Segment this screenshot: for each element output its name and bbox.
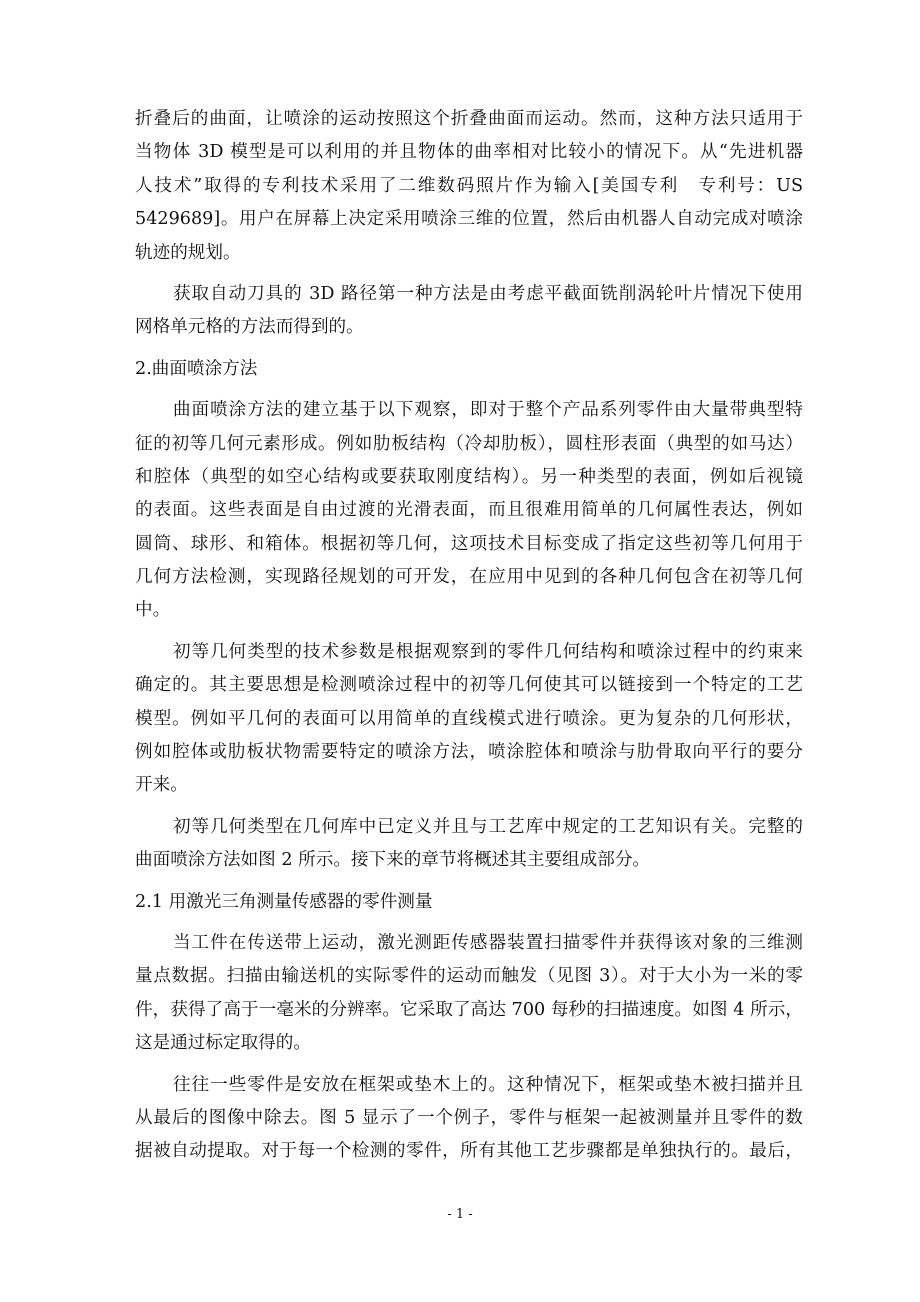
- text-line: 件，获得了高于一毫米的分辨率。它采取了高达 700 每秒的扫描速度。如图 4 所示，: [135, 999, 803, 1020]
- text-line: 例如腔体或肋板状物需要特定的喷涂方法，喷涂腔体和喷涂与肋骨取向平行的要分: [135, 742, 803, 763]
- paragraph-spacer: [135, 628, 803, 636]
- section-heading: [135, 886, 803, 919]
- text-line: 开来。: [135, 775, 188, 796]
- paragraph: [135, 811, 803, 878]
- text-line: 的表面。这些表面是自由过渡的光滑表面，而且很难用简单的几何属性表达，例如: [135, 500, 803, 521]
- paragraph: [135, 1069, 803, 1169]
- text-line: 网格单元格的方法而得到的。: [135, 317, 364, 338]
- text-line: 当物体 3D 模型是可以利用的并且物体的曲率相对比较小的情况下。从“先进机器: [135, 142, 803, 163]
- text-line: 折叠后的曲面，让喷涂的运动按照这个折叠曲面而运动。然而，这种方法只适用于: [135, 109, 803, 129]
- document-body: [135, 103, 803, 1169]
- text-line: 轨迹的规划。: [135, 242, 241, 263]
- text-line: 曲面喷涂方法的建立基于以下观察，即对于整个产品系列零件由大量带典型特: [173, 400, 803, 421]
- text-line: 人技术”取得的专利技术采用了二维数码照片作为输入[美国专利 专利号：US: [135, 175, 803, 196]
- paragraph-spacer: [135, 1061, 803, 1069]
- paragraph: [135, 103, 803, 270]
- page-number: - 1 -: [447, 1207, 473, 1222]
- heading-text: 2.曲面喷涂方法: [135, 358, 258, 379]
- paragraph: [135, 394, 803, 628]
- text-line: 初等几何类型的技术参数是根据观察到的零件几何结构和喷涂过程中的约束来: [173, 641, 803, 662]
- text-line: 往往一些零件是安放在框架或垫木上的。这种情况下，框架或垫木被扫描并且: [173, 1074, 803, 1095]
- text-line: 和腔体（典型的如空心结构或要获取刚度结构）。另一种类型的表面，例如后视镜: [135, 466, 803, 487]
- paragraph-spacer: [135, 270, 803, 278]
- paragraph: [135, 636, 803, 803]
- text-line: 几何方法检测，实现路径规划的可开发，在应用中见到的各种几何包含在初等几何: [135, 567, 803, 588]
- text-line: 中。: [135, 600, 171, 621]
- text-line: 征的初等几何元素形成。例如肋板结构（冷却肋板），圆柱形表面（典型的如马达）: [135, 433, 803, 454]
- text-line: 当工件在传送带上运动，激光测距传感器装置扫描零件并获得该对象的三维测: [173, 932, 803, 953]
- text-line: 这是通过标定取得的。: [135, 1033, 311, 1054]
- text-line: 模型。例如平几何的表面可以用简单的直线模式进行喷涂。更为复杂的几何形状，: [135, 708, 803, 729]
- paragraph-spacer: [135, 386, 803, 394]
- section-heading: [135, 353, 803, 386]
- text-line: 初等几何类型在几何库中已定义并且与工艺库中规定的工艺知识有关。完整的: [173, 816, 803, 837]
- paragraph: [135, 927, 803, 1061]
- text-line: 获取自动刀具的 3D 路径第一种方法是由考虑平截面铣削涡轮叶片情况下使用: [173, 283, 803, 304]
- paragraph-spacer: [135, 803, 803, 811]
- paragraph: [135, 278, 803, 345]
- paragraph-spacer: [135, 919, 803, 927]
- text-line: 曲面喷涂方法如图 2 所示。接下来的章节将概述其主要组成部分。: [135, 850, 651, 871]
- text-line: 从最后的图像中除去。图 5 显示了一个例子，零件与框架一起被测量并且零件的数: [135, 1107, 803, 1128]
- text-line: 量点数据。扫描由输送机的实际零件的运动而触发（见图 3）。对于大小为一米的零: [135, 966, 803, 987]
- text-line: 确定的。其主要思想是检测喷涂过程中的初等几何使其可以链接到一个特定的工艺: [135, 675, 803, 696]
- text-line: 据被自动提取。对于每一个检测的零件，所有其他工艺步骤都是单独执行的。最后，: [135, 1141, 803, 1162]
- text-line: 圆筒、球形、和箱体。根据初等几何，这项技术目标变成了指定这些初等几何用于: [135, 533, 803, 554]
- paragraph-spacer: [135, 345, 803, 353]
- paragraph-spacer: [135, 878, 803, 886]
- heading-text: 2.1 用激光三角测量传感器的零件测量: [135, 891, 433, 912]
- text-line: 5429689]。用户在屏幕上决定采用喷涂三维的位置，然后由机器人自动完成对喷涂: [135, 209, 803, 230]
